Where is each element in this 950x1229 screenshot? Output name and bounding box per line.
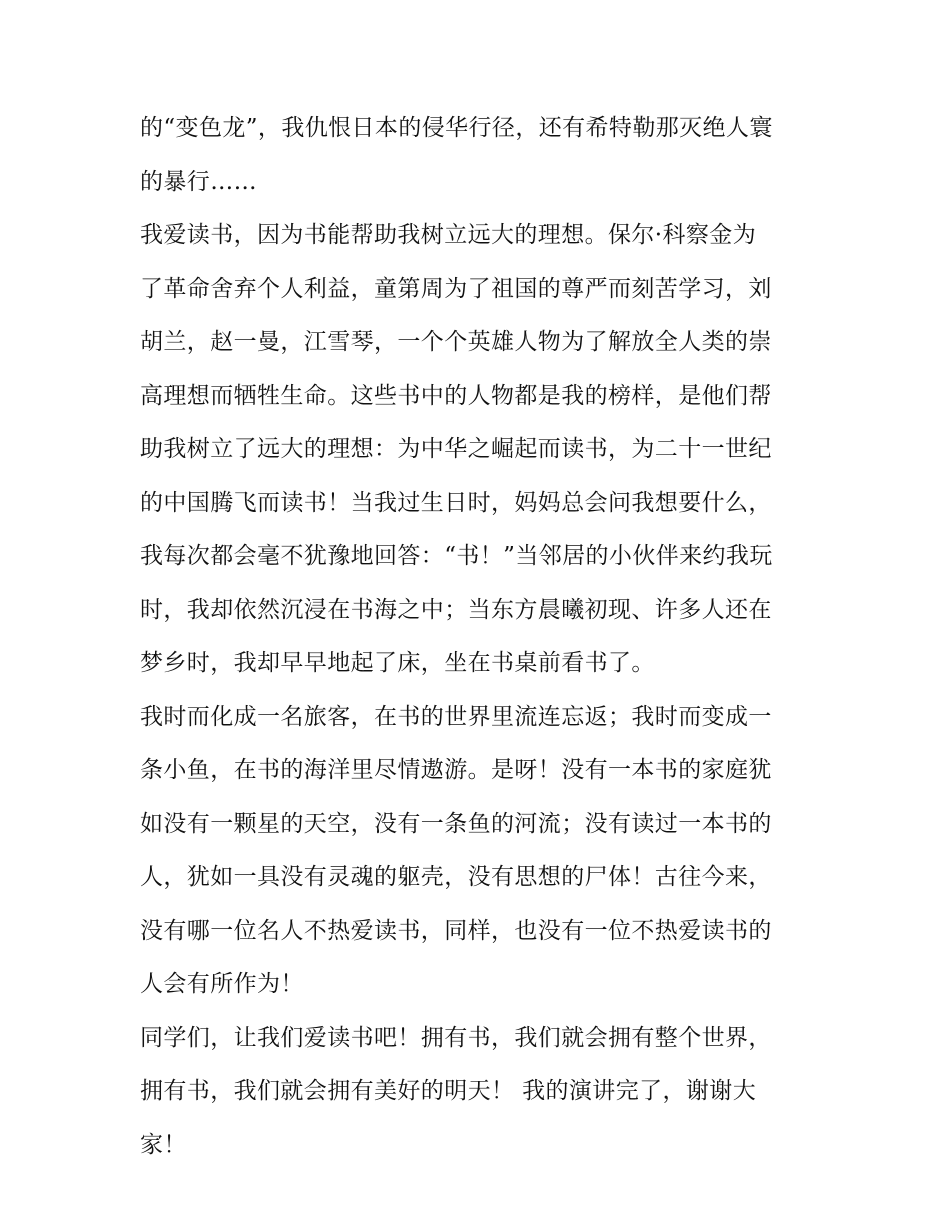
text-line: 我爱读书，因为书能帮助我树立远大的理想。保尔·科察金为	[140, 222, 757, 248]
text-line: 人会有所作为！	[140, 971, 304, 997]
text-line: 的暴行……	[140, 168, 257, 195]
text-line: 条小鱼，在书的海洋里尽情遨游。是呀！没有一本书的家庭犹	[140, 757, 772, 783]
text-line: 我每次都会毫不犹豫地回答：“书！”当邻居的小伙伴来约我玩	[140, 543, 773, 569]
text-line: 高理想而牺牲生命。这些书中的人物都是我的榜样，是他们帮	[140, 382, 772, 409]
text-line: 拥有书，我们就会拥有美好的明天！ 我的演讲完了，谢谢大	[140, 1078, 757, 1104]
text-line: 胡兰，赵一曼，江雪琴，一个个英雄人物为了解放全人类的崇	[140, 329, 772, 355]
text-line: 助我树立了远大的理想：为中华之崛起而读书，为二十一世纪	[140, 436, 772, 462]
text-line: 梦乡时，我却早早地起了床，坐在书桌前看书了。	[140, 650, 655, 676]
text-line: 人，犹如一具没有灵魂的躯壳，没有思想的尸体！古往今来，	[140, 864, 772, 890]
text-line: 如没有一颗星的天空，没有一条鱼的河流；没有读过一本书的	[140, 810, 772, 837]
text-line: 同学们，让我们爱读书吧！拥有书，我们就会拥有整个世界，	[140, 1024, 772, 1051]
text-line: 的“变色龙”，我仇恨日本的侵华行径，还有希特勒那灭绝人寰	[140, 115, 773, 141]
text-line: 家！	[140, 1131, 187, 1158]
text-line: 没有哪一位名人不热爱读书，同样，也没有一位不热爱读书的	[140, 917, 772, 944]
text-line: 我时而化成一名旅客，在书的世界里流连忘返；我时而变成一	[140, 703, 772, 730]
speech-text-body	[140, 102, 812, 1172]
text-line: 时，我却依然沉浸在书海之中；当东方晨曦初现、许多人还在	[140, 596, 772, 623]
text-line: 的中国腾飞而读书！当我过生日时，妈妈总会问我想要什么，	[140, 489, 772, 516]
text-line: 了革命舍弃个人利益，童第周为了祖国的尊严而刻苦学习，刘	[140, 275, 772, 302]
